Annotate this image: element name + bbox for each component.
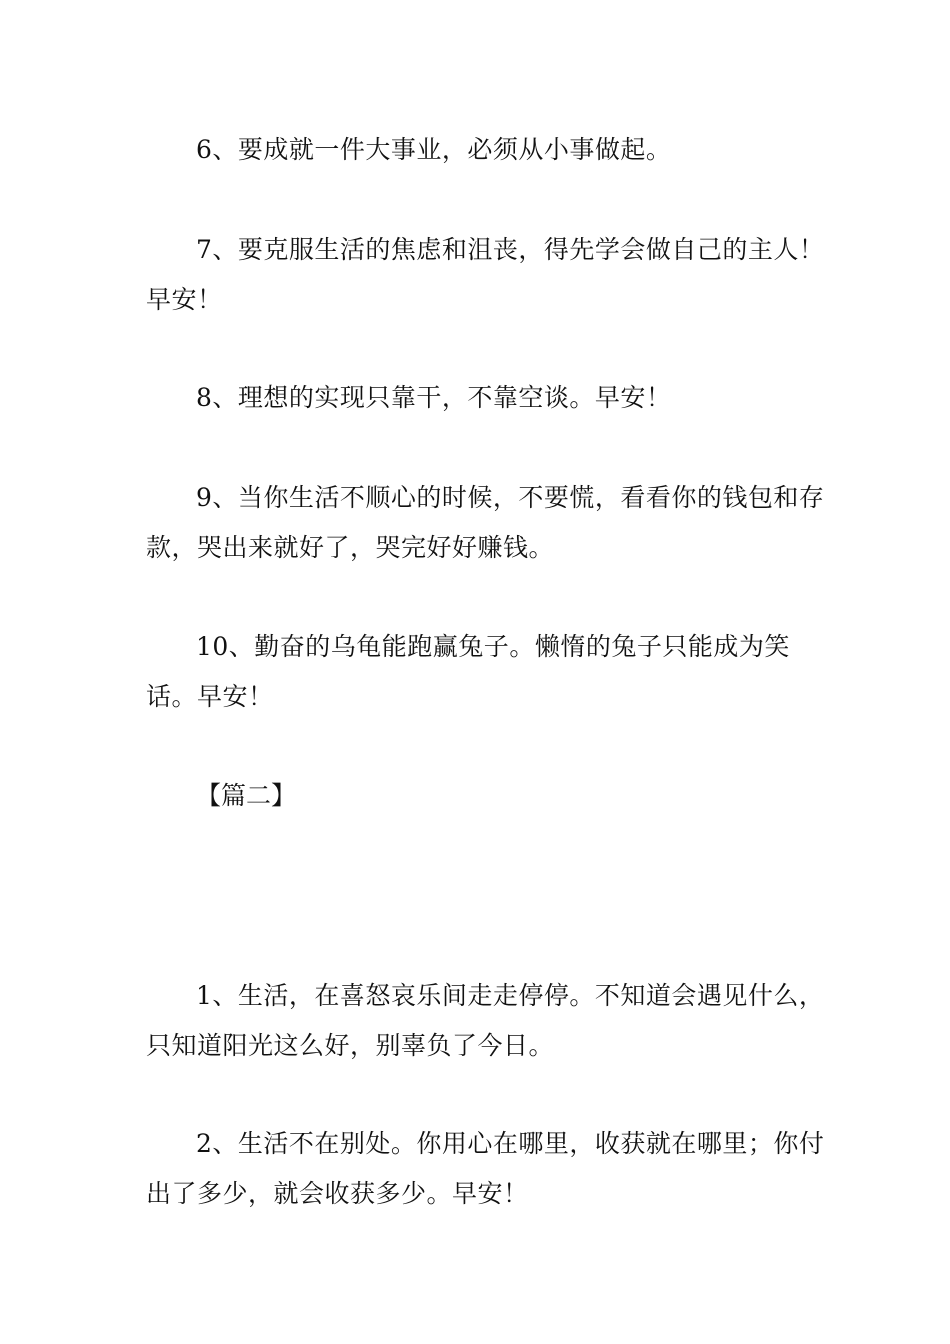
section-heading: 【篇二】: [196, 781, 297, 810]
paragraph-9: 9、当你生活不顺心的时候，不要慌，看看你的钱包和存款，哭出来就好了，哭完好好赚钱。: [146, 483, 825, 562]
paragraph-2: 2、生活不在别处。你用心在哪里，收获就在哪里；你付出了多少，就会收获多少。早安！: [146, 1129, 825, 1208]
paragraph-10: 10、勤奋的乌龟能跑赢兔子。懒惰的兔子只能成为笑话。早安！: [146, 632, 790, 711]
paragraph-6: 6、要成就一件大事业，必须从小事做起。: [196, 135, 672, 164]
paragraph-7: 7、要克服生活的焦虑和沮丧，得先学会做自己的主人！早安！: [146, 235, 825, 314]
paragraph-8: 8、理想的实现只靠干，不靠空谈。早安！: [196, 383, 672, 412]
paragraph-1: 1、生活，在喜怒哀乐间走走停停。不知道会遇见什么，只知道阳光这么好，别辜负了今日。: [146, 981, 825, 1060]
